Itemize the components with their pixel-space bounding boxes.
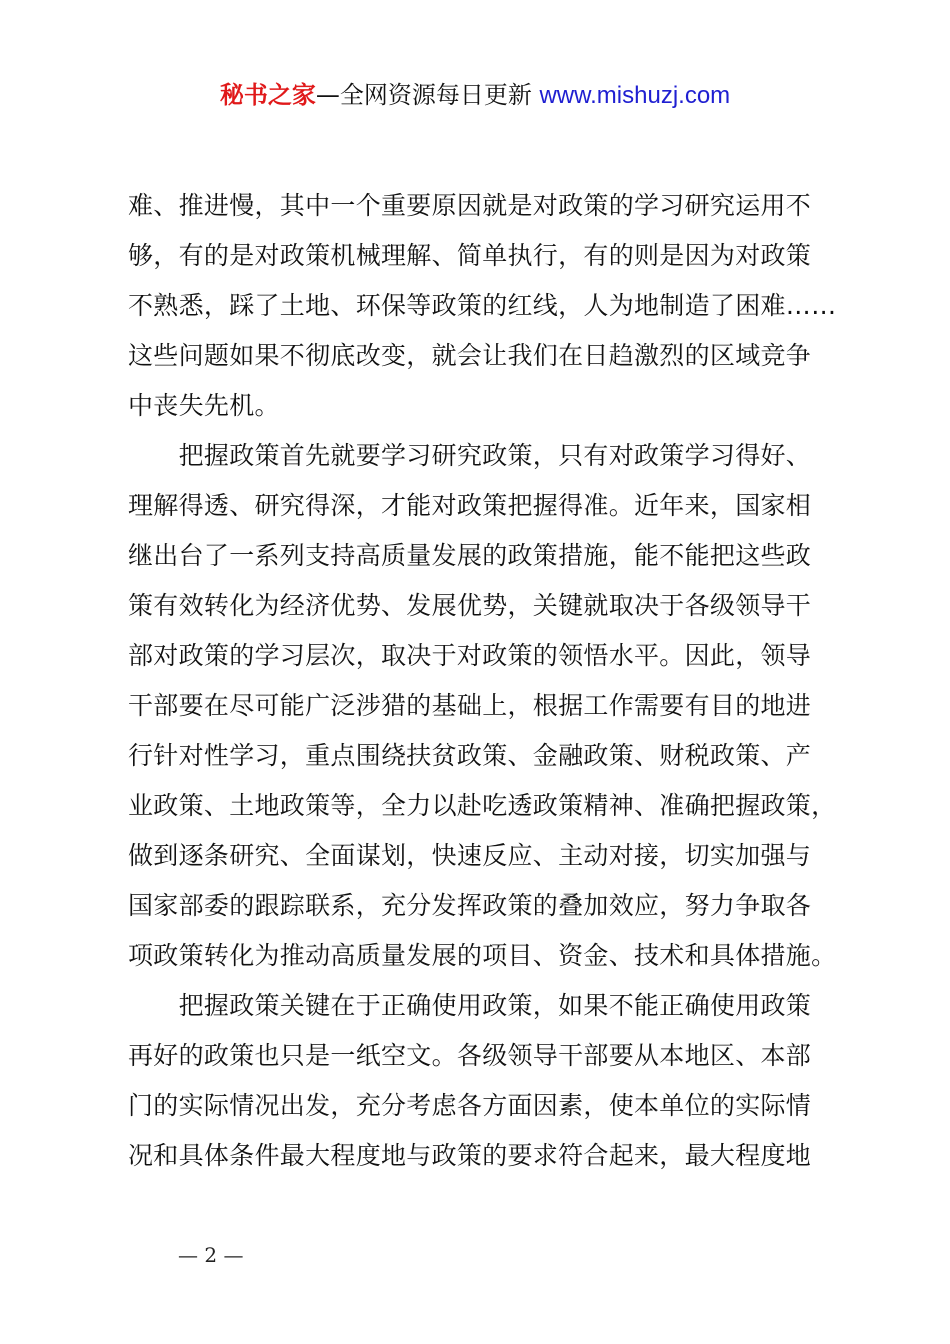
text-line: 把握政策首先就要学习研究政策，只有对政策学习得好、: [128, 441, 812, 470]
text-line: 中丧失先机。: [128, 391, 280, 420]
text-line: 继出台了一系列支持高质量发展的政策措施，能不能把这些政: [128, 541, 812, 570]
site-url-link[interactable]: www.mishuzj.com: [539, 82, 731, 109]
text-line: 把握政策关键在于正确使用政策，如果不能正确使用政策: [128, 991, 812, 1020]
site-brand: 秘书之家: [219, 81, 316, 109]
text-line: 不熟悉，踩了土地、环保等政策的红线，人为地制造了困难……: [128, 291, 837, 320]
text-line: 理解得透、研究得深，才能对政策把握得准。近年来，国家相: [128, 491, 812, 520]
text-line: 再好的政策也只是一纸空文。各级领导干部要从本地区、本部: [128, 1041, 812, 1070]
text-line: 业政策、土地政策等，全力以赴吃透政策精神、准确把握政策，: [128, 791, 837, 820]
text-line: 国家部委的跟踪联系，充分发挥政策的叠加效应，努力争取各: [128, 891, 812, 920]
text-line: 难、推进慢，其中一个重要原因就是对政策的学习研究运用不: [128, 191, 812, 220]
text-line: 部对政策的学习层次，取决于对政策的领悟水平。因此，领导: [128, 641, 812, 670]
document-body: [128, 181, 838, 1181]
text-line: 门的实际情况出发，充分考虑各方面因素，使本单位的实际情: [128, 1091, 812, 1120]
text-line: 策有效转化为经济优势、发展优势，关键就取决于各级领导干: [128, 591, 812, 620]
text-line: 行针对性学习，重点围绕扶贫政策、金融政策、财税政策、产: [128, 741, 812, 770]
page-number: — 2 —: [178, 1243, 244, 1267]
text-line: 够，有的是对政策机械理解、简单执行，有的则是因为对政策: [128, 241, 812, 270]
site-header: [0, 78, 950, 113]
text-line: 做到逐条研究、全面谋划，快速反应、主动对接，切实加强与: [128, 841, 812, 870]
text-line: 这些问题如果不彻底改变，就会让我们在日趋激烈的区域竞争: [128, 341, 812, 370]
site-tagline: —全网资源每日更新: [315, 81, 540, 109]
text-line: 况和具体条件最大程度地与政策的要求符合起来，最大程度地: [128, 1141, 812, 1170]
text-line: 项政策转化为推动高质量发展的项目、资金、技术和具体措施。: [128, 941, 837, 970]
text-line: 干部要在尽可能广泛涉猎的基础上，根据工作需要有目的地进: [128, 691, 812, 720]
